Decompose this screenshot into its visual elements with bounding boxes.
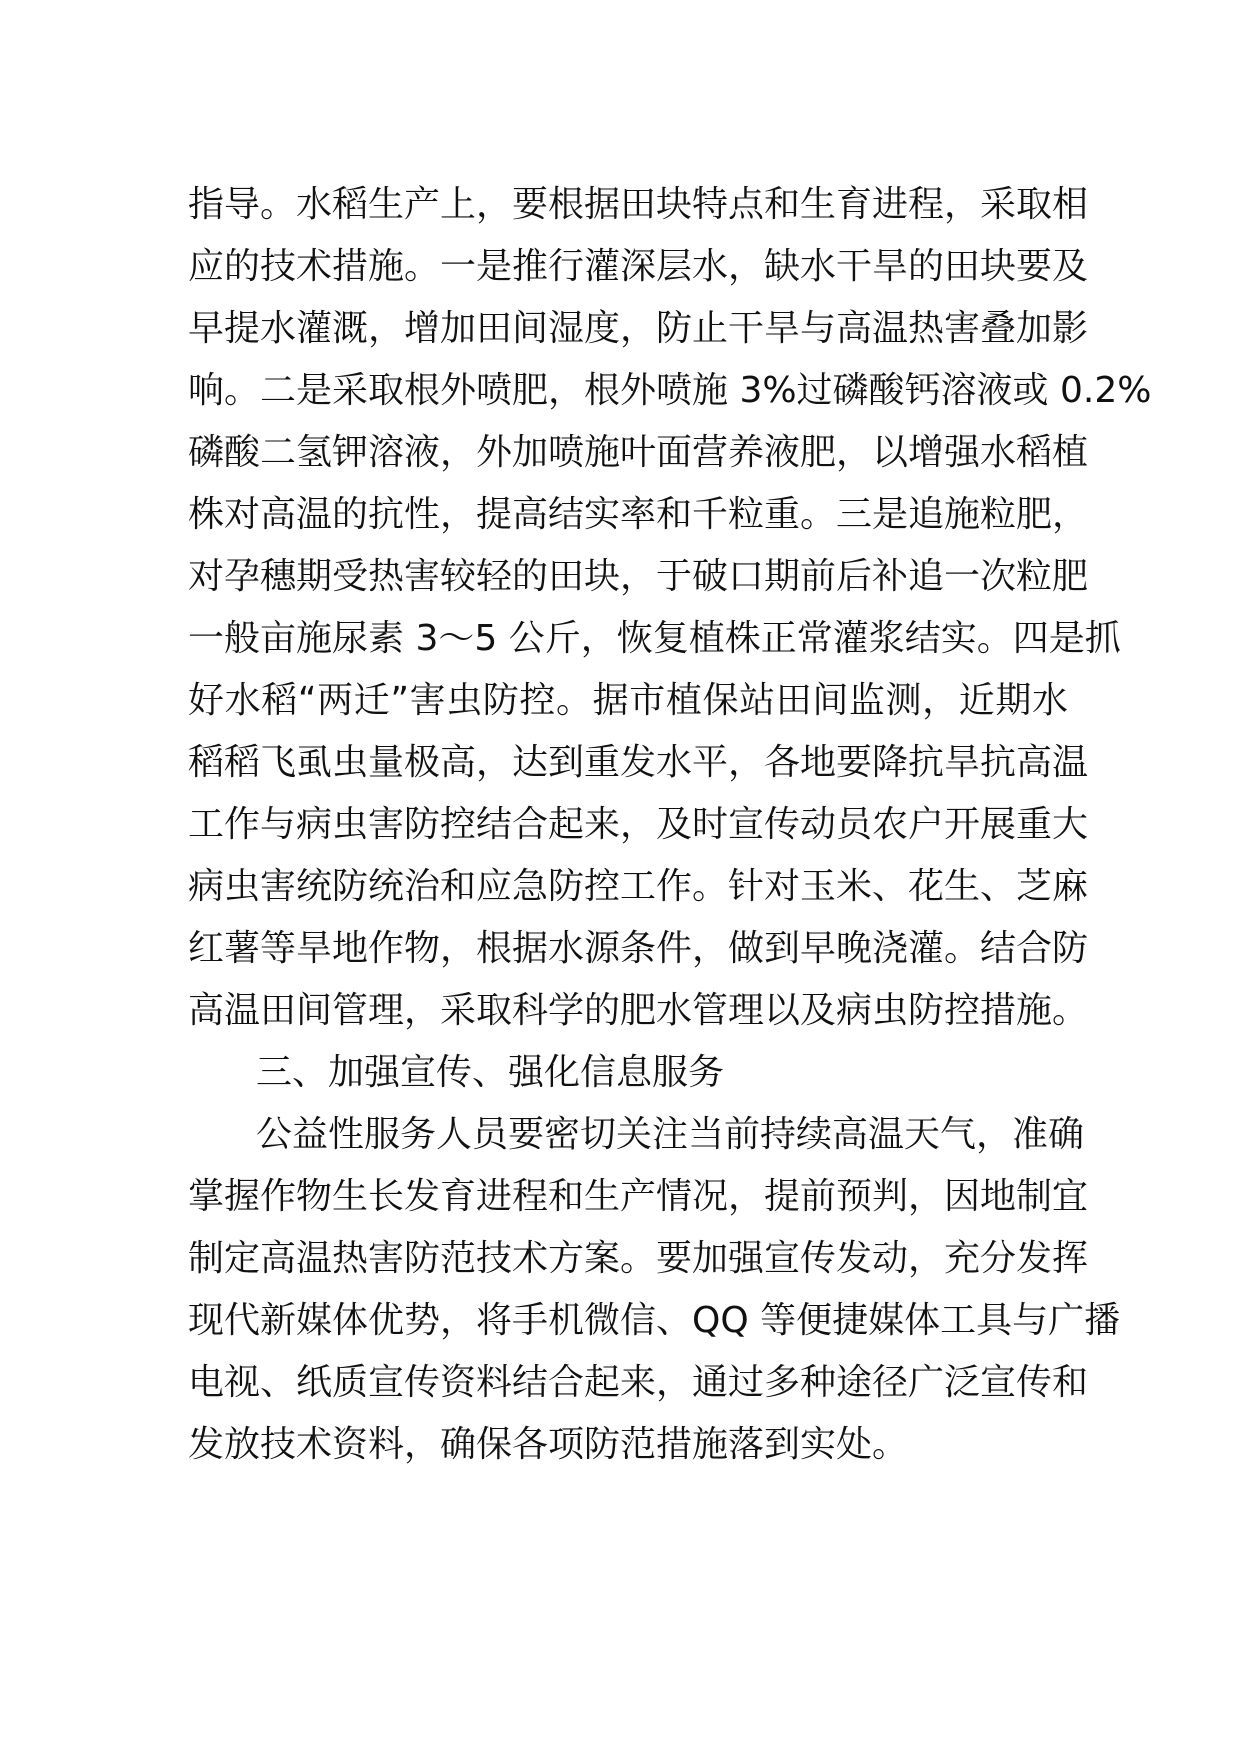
- paragraph-line: 磷酸二氢钾溶液，外加喷施叶面营养液肥，以增强水稻植: [188, 432, 1089, 473]
- paragraph-line: 电视、纸质宣传资料结合起来，通过多种途径广泛宣传和: [188, 1362, 1089, 1403]
- paragraph-line: 指导。水稻生产上，要根据田块特点和生育进程，采取相: [188, 184, 1089, 225]
- paragraph-line: 株对高温的抗性，提高结实率和千粒重。三是追施粒肥，: [188, 494, 1089, 535]
- paragraph-line-first: 公益性服务人员要密切关注当前持续高温天气，准确: [256, 1114, 1085, 1155]
- paragraph-line: 应的技术措施。一是推行灌深层水，缺水干旱的田块要及: [188, 246, 1089, 287]
- paragraph-line: 对孕穗期受热害较轻的田块，于破口期前后补追一次粒肥: [188, 556, 1089, 597]
- paragraph-line: 制定高温热害防范技术方案。要加强宣传发动，充分发挥: [188, 1238, 1089, 1279]
- paragraph-line: 响。二是采取根外喷肥，根外喷施 3%过磷酸钙溶液或 0.2%: [188, 370, 1152, 411]
- paragraph-line: 掌握作物生长发育进程和生产情况，提前预判，因地制宜: [188, 1176, 1089, 1217]
- paragraph-line: 工作与病虫害防控结合起来，及时宣传动员农户开展重大: [188, 804, 1089, 845]
- paragraph-line: 好水稻“两迁”害虫防控。据市植保站田间监测，近期水: [188, 680, 1068, 721]
- paragraph-line: 现代新媒体优势，将手机微信、QQ 等便捷媒体工具与广播: [188, 1300, 1121, 1341]
- paragraph-line: 一般亩施尿素 3～5 公斤，恢复植株正常灌浆结实。四是抓: [188, 618, 1121, 659]
- paragraph-line: 病虫害统防统治和应急防控工作。针对玉米、花生、芝麻: [188, 866, 1089, 907]
- paragraph-line: 稻稻飞虱虫量极高，达到重发水平，各地要降抗旱抗高温: [188, 742, 1089, 783]
- paragraph-line: 红薯等旱地作物，根据水源条件，做到早晚浇灌。结合防: [188, 928, 1089, 969]
- paragraph-line-last: 发放技术资料，确保各项防范措施落到实处。: [188, 1424, 909, 1465]
- paragraph-line-last: 高温田间管理，采取科学的肥水管理以及病虫防控措施。: [188, 990, 1089, 1031]
- paragraph-line: 早提水灌溉，增加田间湿度，防止干旱与高温热害叠加影: [188, 308, 1089, 349]
- section-heading: 三、加强宣传、强化信息服务: [256, 1052, 725, 1093]
